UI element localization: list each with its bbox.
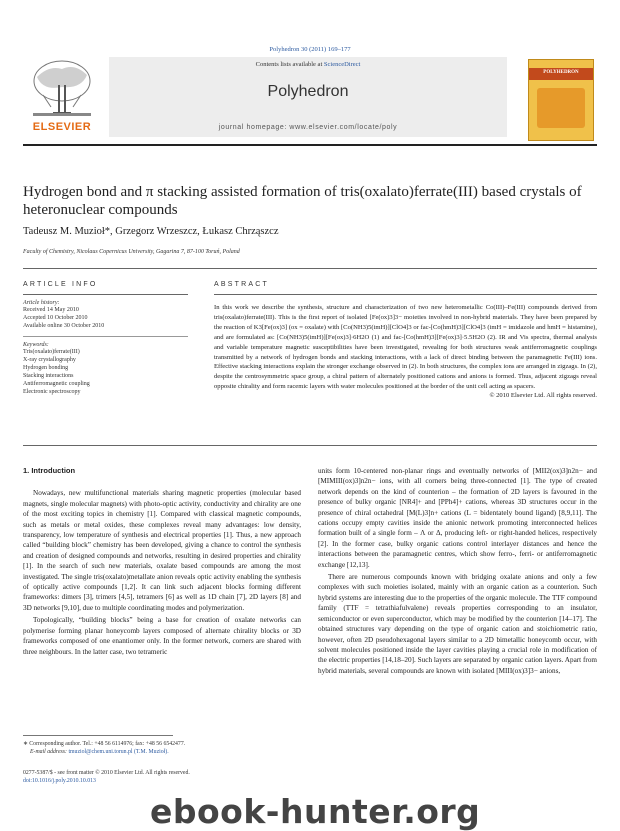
contents-availability bbox=[109, 61, 507, 68]
issn-line: 0277-5387/$ - see front matter © 2010 Elsevier Ltd. All rights reserved. bbox=[23, 770, 190, 776]
article-authors: Tadeusz M. Muzioł*, Grzegorz Wrzeszcz, Łukasz Chrząszcz bbox=[23, 226, 279, 237]
keyword: Antiferromagnetic coupling bbox=[23, 381, 90, 387]
article-info-panel bbox=[23, 281, 188, 396]
body-paragraph: Nowadays, new multifunctional materials sharing magnetic properties (molecular based magnets, single molecular magnets) with photo-optic activity, conductivity and chirality are one of the most exciting topics in chemistry [1]. Compared with classical magnetic compounds, such as metals or metal oxides, these complexes reveal many advantages: low density, transparency, low temperature of synthesis and electrical properties [1]. Thus, a new approach called “building block” chemistry has been developed, giving a chance to control the synthesis and creation of designed compounds and networks, resulting in desired properties and chirality [1]. In the search of such new materials, oxalate based compounds are among the most investigated. The single tris(oxalato)metallate anion reveals optic activity enabling the synthesis of optically active compounds [1,2]. It can link such adjacent blocks forming different frameworks: dimers [3], trimers [4,5], tetramers [6] as well as 1D chain [7], 2D layers [8] and 3D networks [9,10], due to multiple coordinating modes and polymerization. bbox=[23, 489, 301, 612]
cover-artwork bbox=[537, 88, 585, 128]
corresponding-author: ∗ Corresponding author. Tel.: +48 56 6114976; fax: +48 56 6542477. bbox=[23, 741, 186, 747]
sciencedirect-link[interactable]: ScienceDirect bbox=[323, 61, 361, 68]
keyword: Stacking interactions bbox=[23, 373, 74, 379]
watermark-text: ebook-hunter.org bbox=[150, 792, 481, 831]
tree-icon bbox=[29, 59, 95, 121]
keyword: Tris(oxalato)ferrate(III) bbox=[23, 349, 80, 355]
email-label: E-mail address: bbox=[30, 749, 69, 755]
abstract-panel bbox=[214, 281, 597, 399]
body-column-right bbox=[318, 466, 597, 676]
keyword: Electronic spectroscopy bbox=[23, 389, 81, 395]
keyword: X-ray crystallography bbox=[23, 357, 76, 363]
cover-title: POLYHEDRON bbox=[543, 70, 579, 75]
journal-homepage[interactable]: journal homepage: www.elsevier.com/locate/poly bbox=[218, 124, 398, 131]
history-received: Received 14 May 2010 bbox=[23, 307, 79, 313]
abstract-rule bbox=[214, 294, 597, 295]
journal-cover-thumbnail[interactable] bbox=[528, 59, 594, 141]
article-title: Hydrogen bond and π stacking assisted formation of tris(oxalato)ferrate(III) based crystals of heteronuclear compounds bbox=[23, 184, 582, 218]
info-rule bbox=[23, 336, 188, 337]
journal-title: Polyhedron bbox=[267, 83, 349, 100]
history-label: Article history: bbox=[23, 300, 60, 306]
body-paragraph: Topologically, “building blocks” being a base for creation of oxalate networks can polymerise forming planar honeycomb layers composed of alternate chirality blocks or 3D frameworks composed of one enantiomer only. In the former network, corners are shared with three neighbours. In the latter case, two tetrameric bbox=[23, 616, 301, 656]
introduction-heading: 1. Introduction bbox=[23, 466, 76, 475]
journal-reference[interactable]: Polyhedron 30 (2011) 169–177 bbox=[269, 46, 351, 53]
footnote bbox=[23, 740, 301, 756]
keywords-label: Keywords: bbox=[23, 342, 49, 348]
author-email-link[interactable]: tmuziol@chem.uni.torun.pl (T.M. Muzioł). bbox=[68, 749, 169, 755]
body-paragraph: units form 10-centered non-planar rings and eventually networks of [MII2(ox)3]n2n− and [MIMIII(ox)3]n2n− ions, with all corners being three-connected [1]. The type of created network depends on the kind of counterion – the formation of 2D layers is favoured in the presence of bulky organic [NR4]+ and [PPh4]+ cations, whereas 3D structures occur in the presence of chiral octahedral [M(L)3]n+ cations (L = bidentately bound ligand) [8,9,11]. The cations occupy empty cavities inside the anionic network promoting interconnected helices formation built of a single form – Λ or Δ, producing left- or right-handed helices, respectively [2]. In the former case, bulky organic cations control interlayer distances and hence the interactions between the paramagnetic centres, which show ferro-, ferri- or antiferromagnetic exchange [12,13]. bbox=[318, 467, 597, 569]
masthead-banner bbox=[109, 57, 507, 137]
publication-info bbox=[23, 769, 301, 785]
body-paragraph: There are numerous compounds known with bridging oxalate anions and only a few complexes with such moieties isolated, mainly with an organic cation as a counterion. Such hybrid systems are interesting due to the properties of the organic molecule. The TTF compound family (TTF = tetrathiafulvalene) reveals properties corresponding to an insulator, semiconductor or even superconductor, which may be modified by the counterion [14–17]. The obtained structures vary depending on the type of organic cation and stoichiometric ratio, however, often 2D pseudohexagonal layers similar to a 2D bimetallic honeycomb occur, with solvent molecules positioned inside the layer cavities playing a crucial role in modification of the electric properties [14,18–20]. Such layers are separated by organic cation layers. Apart from hybrid materials, several compounds are known with isolated [MIII(ox)3]3− anions, bbox=[318, 573, 597, 675]
publisher-logo[interactable] bbox=[23, 57, 101, 137]
footnote-rule bbox=[23, 735, 173, 736]
contents-prefix: Contents lists available at bbox=[255, 61, 324, 68]
keyword: Hydrogen bonding bbox=[23, 365, 69, 371]
article-info-heading: ARTICLE INFO bbox=[23, 281, 98, 288]
section-divider bbox=[23, 445, 597, 446]
info-rule bbox=[23, 294, 188, 295]
section-divider bbox=[23, 268, 597, 269]
body-column-left bbox=[23, 466, 301, 657]
author-affiliation: Faculty of Chemistry, Nicolaus Copernicus University, Gagarina 7, 87-100 Toruń, Poland bbox=[23, 249, 240, 255]
history-accepted: Accepted 10 October 2010 bbox=[23, 315, 88, 321]
doi-link[interactable]: doi:10.1016/j.poly.2010.10.013 bbox=[23, 778, 96, 784]
abstract-body: In this work we describe the synthesis, structure and characterization of two new heterometallic Co(III)–Fe(III) compounds derived from tris(oxalato)ferrate(III). This is the first report of isolated [Fe(ox)3]3− moieties involved in non-hybrid materials. They have been prepared by the reaction of K3[Fe(ox)3] (ox = oxalate) with [Co(NH3)5(imH)][ClO4]3 or fac-[Co(hmH)3][ClO4]3 (imH = imidazole and hmH = histamine), and are formulated as: [Co(NH3)5(imH)][Fe(ox)3]·6H2O (1) and fac-[Co(hmH)3][Fe(ox)3]·5.5H2O (2). IR and Vis spectra, thermal analysis and variable temperature magnetic susceptibilities have been investigated, revealing for both structures weak antiferromagnetic couplings transmitted by a network of hydrogen bonds and stacking interactions, with a lack of direct binding between the paramagnetic Fe(III) ions. Effective stacking interactions explain the stronger exchange observed in (2). In both structures, the complex ions are arranged in zigzags. In (2), despite the centrosymmetric space group, a chiral pattern of alternately positioned cations and anions is formed. Thus, adjacent zigzags reveal opposite chirality and form racemic layers with water molecules positioned at the border of the unit cell acting as spacers. bbox=[214, 304, 597, 391]
abstract-heading: ABSTRACT bbox=[214, 281, 269, 288]
elsevier-wordmark: ELSEVIER bbox=[32, 121, 92, 133]
history-online: Available online 30 October 2010 bbox=[23, 323, 105, 329]
masthead-divider bbox=[23, 144, 597, 146]
email-line bbox=[23, 748, 301, 756]
copyright-notice: © 2010 Elsevier Ltd. All rights reserved. bbox=[489, 392, 597, 400]
journal-masthead bbox=[23, 57, 597, 141]
